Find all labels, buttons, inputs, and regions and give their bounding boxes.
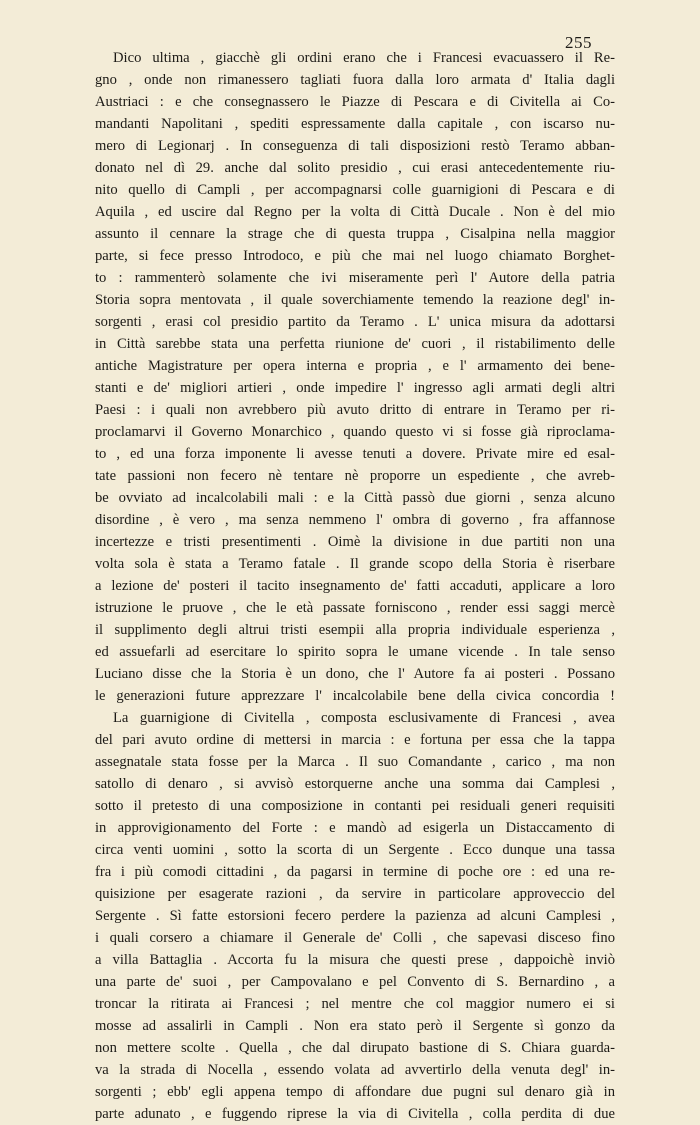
text-line: del pari avuto ordine di mettersi in marcia : e fortuna per essa che la tappa [95,732,615,748]
text-line: non mettere scolte . Quella , che dal dirupato bastione di S. Chiara guarda- [95,1040,615,1056]
body-text [95,47,615,1125]
text-line: Dico ultima , giacchè gli ordini erano che i Francesi evacuassero il Re- [113,50,615,66]
text-line: Luciano disse che la Storia è un dono, che l' Autore fa ai posteri . Possano [95,666,615,682]
text-line: quisizione per esagerate razioni , da servire in particolare approveccio del [95,886,615,902]
page-number: 255 [565,33,592,52]
text-line: fra i più comodi cittadini , da pagarsi in termine di poche ore : ed una re- [95,864,615,880]
text-line: assegnatale stata fosse per la Marca . Il suo Comandante , carico , ma non [95,754,615,770]
text-line: mosse ad assalirli in Campli . Non era stato però il Sergente sì gonzo da [95,1018,615,1034]
text-line: volta sola è stata a Teramo fatale . Il grande scopo della Storia è riserbare [95,556,615,572]
text-line: i quali corsero a chiamare il Generale de' Colli , che sapevasi disceso fino [95,930,615,946]
text-line: tate passioni non fecero nè tentare nè proporre un espediente , che avreb- [95,468,615,484]
text-line: donato nel dì 29. anche dal solito presidio , cui erasi antecedentemente riu- [95,160,615,176]
text-line: assunto il cennare la strage che di questa truppa , Cisalpina nella maggior [95,226,615,242]
text-line: ed assuefarli ad esercitare lo spirito sopra le umane vicende . In tale senso [95,644,615,660]
text-line: a villa Battaglia . Accorta fu la misura che questi prese , dappoichè inviò [95,952,615,968]
text-line: antiche Magistrature per opera interna e propria , e l' armamento dei bene- [95,358,615,374]
text-line: sotto il pretesto di una composizione in contanti pei residuali generi requisiti [95,798,615,814]
text-line: sorgenti ; ebb' egli appena tempo di affondare due pugni sul denaro già in [95,1084,615,1100]
text-line: troncar la ritirata ai Francesi ; nel mentre che col maggior numero ei si [95,996,615,1012]
text-line: to , ed una forza imponente li avesse tenuti a dovere. Private mire ed esal- [95,446,615,462]
text-line: be ovviato ad incalcolabili mali : e la Città passò due giorni , senza alcuno [95,490,615,506]
text-line: circa venti uomini , sotto la scorta di un Sergente . Ecco dunque una tassa [95,842,615,858]
text-line: istruzione le pruove , che le età passate forniscono , render essi saggi mercè [95,600,615,616]
text-line: le generazioni future apprezzare l' incalcolabile bene della civica concordia ! [95,688,615,704]
text-line: Storia sopra mentovata , il quale soverchiamente temendo la reazione degl' in- [95,292,615,308]
text-line: parte, si fece presso Introdoco, e più che mai nel luogo chiamato Borghet- [95,248,615,264]
text-line: Aquila , ed uscire dal Regno per la volta di Città Ducale . Non è del mio [95,204,615,220]
text-line: to : rammenterò solamente che ivi miseramente perì l' Autore della patria [95,270,615,286]
text-line: nito quello di Campli , per accompagnarsi colle guarnigioni di Pescara e di [95,182,615,198]
text-line: Sergente . Sì fatte estorsioni fecero perdere la pazienza ad alcuni Camplesi , [95,908,615,924]
text-line: Paesi : i quali non avrebbero più avuto dritto di entrare in Teramo per ri- [95,402,615,418]
text-line: proclamarvi il Governo Monarchico , quando questo vi si fosse già riproclama- [95,424,615,440]
text-line: disordine , è vero , ma senza nemmeno l' ombra di governo , fra affannose [95,512,615,528]
text-line: va la strada di Nocella , essendo volata ad avvertirlo della venuta degl' in- [95,1062,615,1078]
text-line: La guarnigione di Civitella , composta esclusivamente di Francesi , avea [113,710,615,726]
text-line: parte adunato , e fuggendo riprese la via di Civitella , colla perdita di due [95,1106,615,1122]
text-line: stanti e de' migliori artieri , onde impedire l' ingresso agli armati degli altri [95,380,615,396]
text-line: Austriaci : e che consegnassero le Piazze di Pescara e di Civitella ai Co- [95,94,615,110]
text-line: il supplimento degli altrui tristi esempii alla propria individuale esperienza , [95,622,615,638]
text-line: a lezione de' posteri il tacito insegnamento de' fatti accaduti, applicare a loro [95,578,615,594]
text-line: satollo di denaro , si avvisò estorquerne anche una somma dai Camplesi , [95,776,615,792]
text-line: mandanti Napolitani , spediti espressamente dalla capitale , con iscarso nu- [95,116,615,132]
text-line: una parte de' suoi , per Campovalano e pel Convento di S. Bernardino , a [95,974,615,990]
text-line: incertezze e tristi presentimenti . Oimè la divisione in due partiti non una [95,534,615,550]
text-line: in approvigionamento del Forte : e mandò ad esigerla un Distaccamento di [95,820,615,836]
text-line: mero di Legionarj . In conseguenza di tali disposizioni restò Teramo abban- [95,138,615,154]
text-line: gno , onde non rimanessero tagliati fuora dalla loro armata d' Italia dagli [95,72,615,88]
text-line: in Città sarebbe stata una perfetta riunione de' cuori , il ristabilimento delle [95,336,615,352]
text-line: sorgenti , erasi col presidio partito da Teramo . L' unica misura da adottarsi [95,314,615,330]
